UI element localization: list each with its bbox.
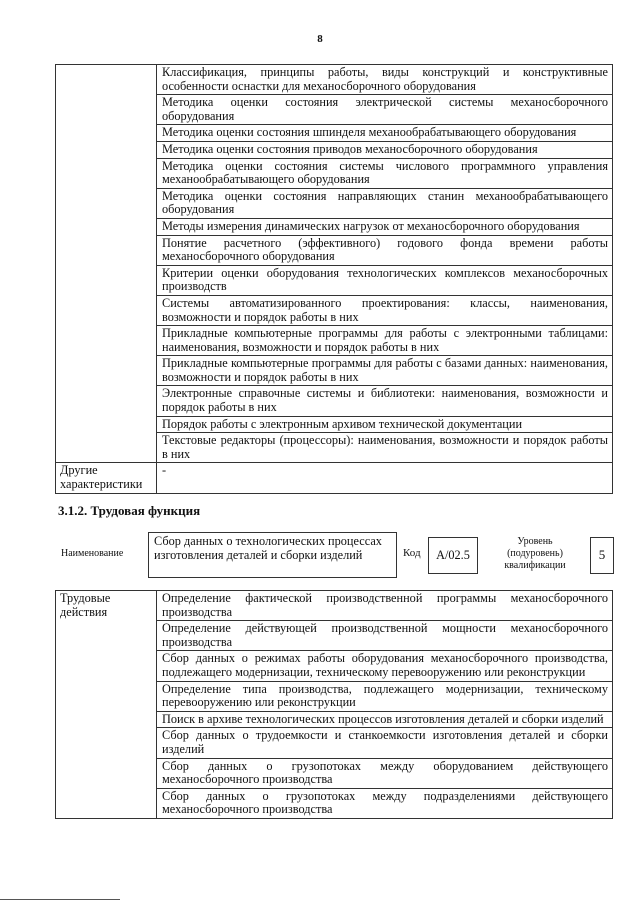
labor-action-item: Определение типа производства, подлежащего модернизации, техническому перевооружению или реконструкции: [157, 681, 613, 711]
knowledge-label-cell: [56, 65, 157, 463]
labor-action-item: Определение действующей производственной мощности механосборочного производства: [157, 621, 613, 651]
knowledge-item: Понятие расчетного (эффективного) годового фонда времени работы механосборочного оборудования: [157, 235, 613, 265]
page-number: 8: [317, 33, 323, 45]
name-label: Наименование: [61, 548, 124, 559]
knowledge-item: Методы измерения динамических нагрузок от механосборочного оборудования: [157, 218, 613, 235]
knowledge-item: Порядок работы с электронным архивом технической документации: [157, 416, 613, 433]
labor-action-item: Сбор данных о режимах работы оборудования механосборочного производства, подлежащего модернизации, техническому перевооружению или реконструкции: [157, 651, 613, 681]
knowledge-item: Методика оценки состояния электрической системы механосборочного оборудования: [157, 95, 613, 125]
labor-action-item: Поиск в архиве технологических процессов изготовления деталей и сборки изделий: [157, 711, 613, 728]
labor-actions-table: [55, 590, 613, 819]
knowledge-item: Прикладные компьютерные программы для работы с электронными таблицами: наименования, возможности и порядок работы в них: [157, 326, 613, 356]
knowledge-item: Методика оценки состояния шпинделя механообрабатывающего оборудования: [157, 125, 613, 142]
footer-divider: [0, 899, 120, 900]
labor-action-item: Определение фактической производственной программы механосборочного производства: [157, 591, 613, 621]
knowledge-item: Текстовые редакторы (процессоры): наименования, возможности и порядок работы в них: [157, 433, 613, 463]
other-characteristics-label: Другие характеристики: [56, 463, 157, 493]
knowledge-item: Критерии оценки оборудования технологических комплексов механосборочных производств: [157, 265, 613, 295]
code-value-box: А/02.5: [428, 537, 478, 574]
labor-actions-label: Трудовые действия: [56, 591, 157, 819]
function-header-row: [0, 532, 640, 580]
code-label: Код: [403, 547, 421, 559]
knowledge-item: Методика оценки состояния системы числового программного управления механообрабатывающего оборудования: [157, 158, 613, 188]
knowledge-item: Классификация, принципы работы, виды конструкций и конструктивные особенности оснастки для механосборочного оборудования: [157, 65, 613, 95]
knowledge-item: Методика оценки состояния направляющих станин механообрабатывающего оборудования: [157, 188, 613, 218]
table-row: [56, 591, 613, 621]
knowledge-item: Электронные справочные системы и библиотеки: наименования, возможности и порядок работы в них: [157, 386, 613, 416]
table-row: [56, 65, 613, 95]
qualification-level-label: Уровень (подуровень) квалификации: [504, 536, 566, 571]
labor-action-item: Сбор данных о грузопотоках между подразделениями действующего механосборочного производства: [157, 788, 613, 818]
other-characteristics-value: -: [157, 463, 613, 493]
labor-action-item: Сбор данных о грузопотоках между оборудованием действующего механосборочного производства: [157, 758, 613, 788]
knowledge-item: Системы автоматизированного проектирования: классы, наименования, возможности и порядок работы в них: [157, 295, 613, 325]
knowledge-table: [55, 64, 613, 494]
table-row: [56, 463, 613, 493]
function-name-box: Сбор данных о технологических процессах изготовления деталей и сборки изделий: [148, 532, 397, 578]
section-title: 3.1.2. Трудовая функция: [58, 503, 201, 518]
knowledge-item: Прикладные компьютерные программы для работы с базами данных: наименования, возможности и порядок работы в них: [157, 356, 613, 386]
qualification-level-box: 5: [590, 537, 614, 574]
knowledge-item: Методика оценки состояния приводов механосборочного оборудования: [157, 141, 613, 158]
labor-action-item: Сбор данных о трудоемкости и станкоемкости изготовления деталей и сборки изделий: [157, 728, 613, 758]
